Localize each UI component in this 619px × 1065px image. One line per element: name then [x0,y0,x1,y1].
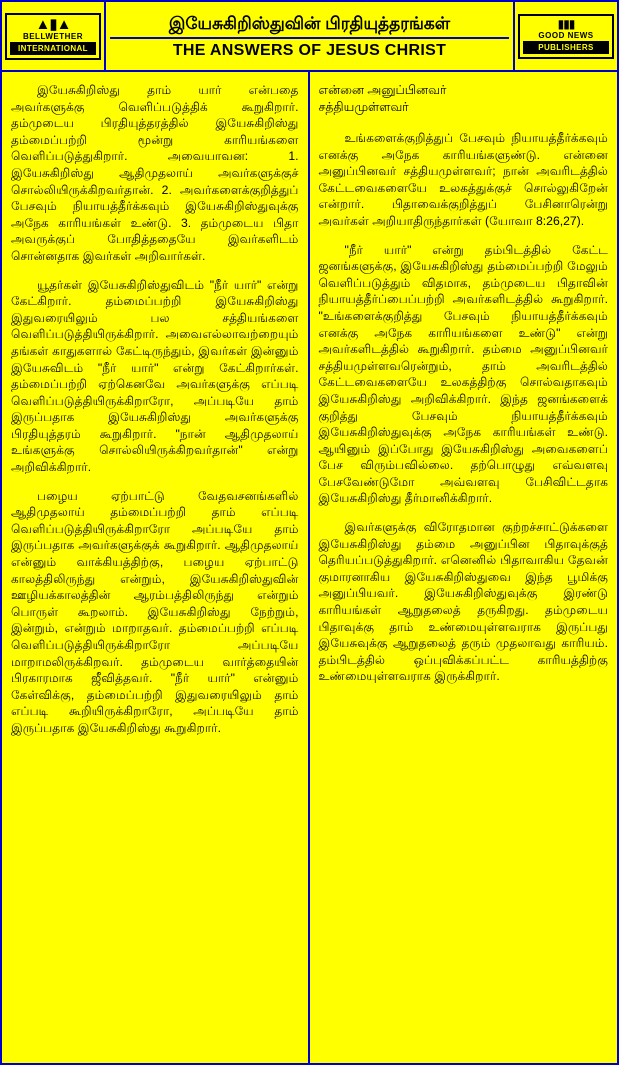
left-publisher-logo [2,2,106,70]
left-logo-strip: INTERNATIONAL [10,42,96,55]
right-logo-name: GOOD NEWS [538,30,594,40]
right-paragraph-2: "நீர் யார்" என்று தம்பிடத்தில் கேட்ட ஜனங்களுக்கு, இயேசுகிறிஸ்து தம்மைப்பற்றி மேலும் வெளிப்படுத்தும் விதமாக, தம்முடைய பிதாவின் நியாயத்தீர்ப்பைப்பற்றி அவர்களிடத்தில் கூறுகிறார். "உங்களைக்குறித்து பேசவும் நியாயத்தீர்க்கவும் எனக்கு அநேக காரியங்களை உண்டு" என்று அவர்களிடத்தில் கூறுகிறார். தம்மை அனுப்பினவர் சத்தியமுள்ளவரென்றும், தாம் அவரிடத்தில் கேட்டவைகளையே உலகத்திற்கு சொல்வதாகவும் இயேசுகிறிஸ்து அறிவிக்கிறார். இந்த ஜனங்களைக் குறித்து பேசவும் நியாயத்தீர்க்கவும் இயேசுகிறிஸ்துவுக்கு அநேக காரியங்கள் உண்டு. ஆயினும் இப்போது இயேசுகிறிஸ்து அவைகளைப் பேச விரும்பவில்லை. தற்பொழுது எவ்வளவு பேசவேண்டுமோ அவ்வளவு பேசிவிட்டதாக இயேசுகிறிஸ்து தீர்மானிக்கிறார். [318,242,608,506]
left-paragraph-3: பழைய ஏற்பாட்டு வேதவசனங்களில் ஆதிமுதலாய் தம்மைப்பற்றி தாம் எப்படி வெளிப்படுத்தியிருக்கிறாரோ அப்படியே தாம் இருப்பதாக அவர்களுக்குக் கூறுகிறார். ஆதிமுதலாய் என்னும் வாக்கியத்திற்கு, பழைய ஏற்பாட்டு காலத்திலிருந்து என்றும், இயேசுகிறிஸ்துவின் ஊழியக்காலத்தின் ஆரம்பத்திலிருந்து என்றும் பொருள் கூறலாம். இயேசுகிறிஸ்து நேற்றும், இன்றும், என்றும் மாறாதவர். தம்மைப்பற்றி எப்படி வெளிப்படுத்தியிருக்கிறாரோ அப்படியே மாறாமலிருக்கிறவர். தம்முடைய வார்த்தையின் பிரகாரமாக ஜீவித்தவர். "நீர் யார்" என்னும் கேள்விக்கு, தம்மைப்பற்றி இதுவரையிலும் தாம் எப்படி கூறியிருக்கிறாரோ, அப்படியே தாம் இருப்பதாக இயேசுகிறிஸ்து கூறுகிறார். [11,488,299,735]
section-heading-word-2: அனுப்பினவர் [367,83,447,97]
right-logo-strip: PUBLISHERS [523,41,609,54]
left-logo-frame [5,13,101,60]
left-logo-name: BELLWETHER [22,31,84,41]
book-icon: ▮▮▮ [557,16,575,31]
section-heading-line-1 [319,82,609,99]
section-heading-word-1: என்னை [318,83,364,97]
page-body [2,72,617,1063]
title-block [106,2,513,70]
left-column [2,72,310,1063]
page-header [2,2,617,72]
right-publisher-logo [513,2,617,70]
page-title-tamil: இயேசுகிறிஸ்துவின் பிரதியுத்தரங்கள் [110,13,509,39]
right-paragraph-1: உங்களைக்குறித்துப் பேசவும் நியாயத்தீர்க்கவும் எனக்கு அநேக காரியங்களுண்டு. என்னை அனுப்பினவர் சத்தியமுள்ளவர்; நான் அவரிடத்தில் கேட்டவைகளையே உலகத்துக்குச் சொல்லுகிறேன் என்றார். பிதாவைக்குறித்துப் பேசினாரென்று அவர்கள் அறியாதிருந்தார்கள் (யோவா 8:26,27). [318,131,608,228]
page-title-english: THE ANSWERS OF JESUS CHRIST [172,41,447,59]
section-heading [319,82,609,116]
right-paragraph-3: இவர்களுக்கு விரோதமான குற்றச்சாட்டுக்களை இயேசுகிறிஸ்து தம்மை அனுப்பின பிதாவுக்குத் தெரியப்படுத்துகிறார். எனெனில் பிதாவாகிய தேவன் குமாரனாகிய இயேசுகிறிஸ்துவை இந்த பூமிக்கு அனுப்பியவர். இயேசுகிறிஸ்துவுக்கு இரண்டு காரியங்கள் ஆறுதலைத் தருகிறது. தம்முடைய பிதாவுக்கு தாம் உண்மையுள்ளவராக இருப்பது இயேசுவுக்கு ஆறுதலைத் தரும் முதலாவது காரியம். தம்பிடத்தில் ஒப்புவிக்கப்பட்ட காரியத்திற்கு உண்மையுள்ளவராக இருக்கிறார். [318,520,608,684]
right-logo-frame [518,14,614,59]
left-paragraph-1: இயேசுகிறிஸ்து தாம் யார் என்பதை அவர்களுக்கு வெளிப்படுத்திக் கூறுகிறார். தம்முடைய பிரதியுத்தரத்தில் இயேசுகிறிஸ்து தம்மைப்பற்றி மூன்று காரியங்களை வெளிப்படுத்துகிறார். அவையாவன: 1. இயேசுகிறிஸ்து ஆதிமுதலாய் அவர்களுக்குச் சொல்லியிருக்கிறவர்தான். 2. அவர்களைக்குறித்துப் பேசவும் நியாயத்தீர்க்கவும் இயேசுகிறிஸ்துவுக்கு அநேக காரியங்கள் உண்டு. 3. தம்முடைய பிதா அவருக்குப் போதித்ததையே இவர்களிடம் சொன்னதாக இவர்கள் அறிவார்கள். [11,83,299,263]
left-paragraph-2: யூதர்கள் இயேசுகிறிஸ்துவிடம் "நீர் யார்" என்று கேட்கிறார். தம்மைப்பற்றி இயேசுகிறிஸ்து இதுவரையிலும் பல சத்தியங்களை வெளிப்படுத்தியிருக்கிறார். அவைஎல்லாவற்றையும் தங்கள் காதுகளால் கேட்டிருந்தும், இவர்கள் இன்னும் இயேசுவிடம் "நீர் யார்" என்று கேட்கிறார்கள். தம்மைப்பற்றி ஏற்கெனவே அவர்களுக்கு எப்படி வெளிப்படுத்தியிருக்கிறாரோ, அப்படியே தாம் இருப்பதாக இயேசுகிறிஸ்து அவர்களுக்கு பிரதியுத்தரம் கூறுகிறார். "நான் ஆதிமுதலாய் உங்களுக்கு சொல்லியிருக்கிறவர்தான்" என்று அறிவிக்கிறார். [11,277,299,475]
section-heading-line-2: சத்தியமுள்ளவர் [318,100,409,114]
bell-icon: ▲▮▲ [35,15,71,33]
right-column [310,72,618,1063]
